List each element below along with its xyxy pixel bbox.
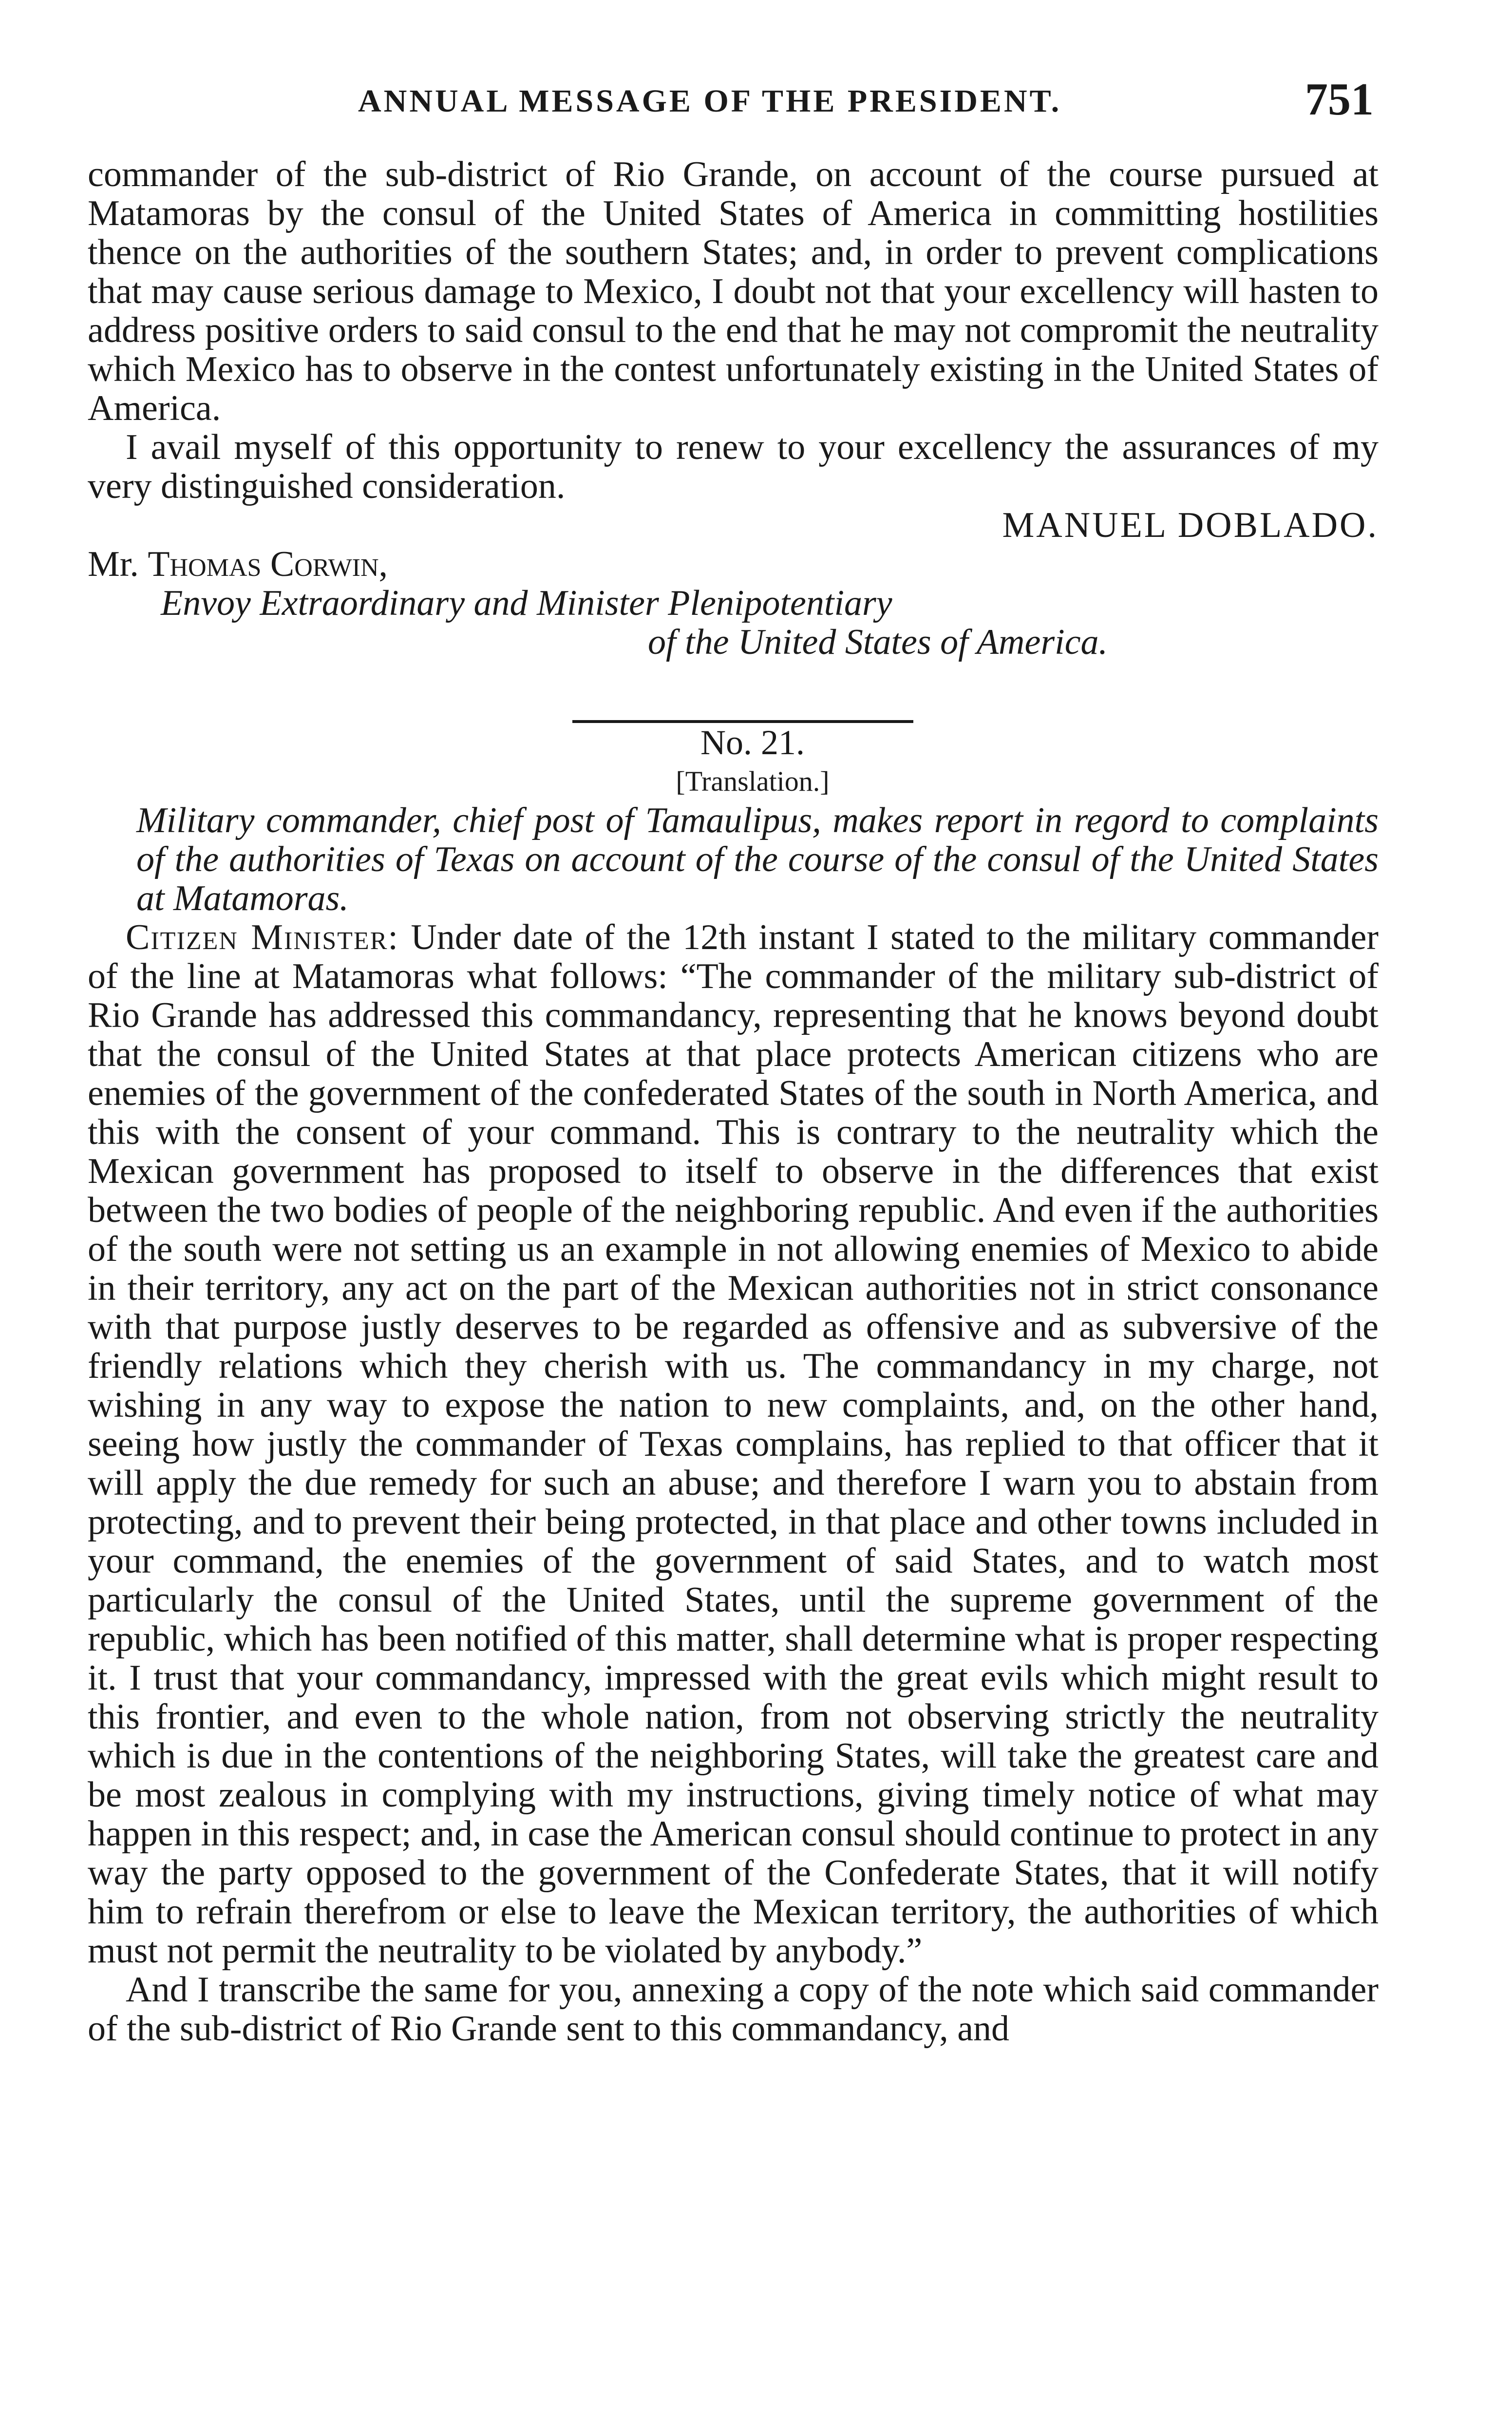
letter-paragraph-2: And I transcribe the same for you, annexing a copy of the note which said commander of the sub-district of Rio Grande sent to this commandancy, and bbox=[88, 1970, 1379, 2049]
signature: MANUEL DOBLADO. bbox=[1002, 505, 1379, 545]
salutation: Citizen Minister: bbox=[126, 917, 399, 957]
addressee-name-line bbox=[88, 545, 1379, 584]
body-text bbox=[88, 155, 1379, 2048]
page-header bbox=[88, 73, 1374, 132]
addressee-title-line-2: of the United States of America. bbox=[648, 622, 1108, 662]
addressee-title-line-1: Envoy Extraordinary and Minister Plenipotentiary bbox=[161, 583, 892, 623]
document-number: No. 21. bbox=[700, 723, 805, 762]
closing-courtesy-paragraph: I avail myself of this opportunity to renew to your excellency the assurances of my very distinguished consideration. bbox=[88, 427, 1379, 506]
addressee-prefix: Mr. bbox=[88, 544, 148, 584]
opening-paragraph: commander of the sub-district of Rio Grande, on account of the course pursued at Matamoras by the consul of the United States of America in committing hostilities thence on the authorities of the southern States; and, in order to prevent complications that may cause serious damage to Mexico, I doubt not that your excellency will hasten to address positive orders to said consul to the end that he may not compromit the neutrality which Mexico has to observe in the contest unfortunately existing in the United States of America. bbox=[88, 154, 1379, 428]
letter-paragraph-1-text: Under date of the 12th instant I stated to the military commander of the line at Matamoras what follows: “The commander of the military sub-district of Rio Grande has addressed this commandancy, representing that he knows beyond doubt that the consul of the United States at that place protects American citizens who are enemies of the government of the confederated States of the south in North America, and this with the consent of your command. This is contrary to the neutrality which the Mexican government has proposed to itself to observe in the differences that exist between the two bodies of people of the neighboring republic. And even if the authorities of the south were not setting us an example in not allowing enemies of Mexico to abide in their territory, any act on the part of the Mexican authorities not in strict consonance with that purpose justly deserves to be regarded as offensive and as subversive of the friendly relations which they cherish with us. The commandancy in my charge, not wishing in any way to expose the nation to new complaints, and, on the other hand, seeing how justly the commander of Texas complains, has replied to that officer that it will apply the due remedy for such an abuse; and therefore I warn you to abstain from protecting, and to prevent their being protected, in that place and other towns included in your command, the enemies of the government of said States, and to watch most particularly the consul of the United States, until the supreme government of the republic, which has been notified of this matter, shall determine what is proper respecting it. I trust that your commandancy, impressed with the great evils which might result to this frontier, and even to the whole nation, from not observing strictly the neutrality which is due in the contentions of the neighboring States, will take the greatest care and be most zealous in complying with my instructions, giving timely notice of what may happen in this respect; and, in case the American consul should continue to protect in any way the party opposed to the government of the Confederate States, that it will notify him to refrain therefrom or else to leave the Mexican territory, the authorities of which must not permit the neutrality to be violated by anybody.” bbox=[88, 917, 1379, 1971]
addressee-block bbox=[88, 545, 1379, 662]
page-number: 751 bbox=[1305, 74, 1374, 125]
document-summary: Military commander, chief post of Tamaulipus, makes report in regord to complaints of the authorities of Texas on account of the course of the consul of the United States at Matamoras. bbox=[136, 800, 1379, 918]
translation-note: [Translation.] bbox=[676, 765, 830, 797]
addressee-name: Thomas Corwin, bbox=[148, 544, 388, 584]
running-head: ANNUAL MESSAGE OF THE PRESIDENT. bbox=[358, 83, 1062, 119]
letter-paragraph-1 bbox=[88, 918, 1379, 1970]
